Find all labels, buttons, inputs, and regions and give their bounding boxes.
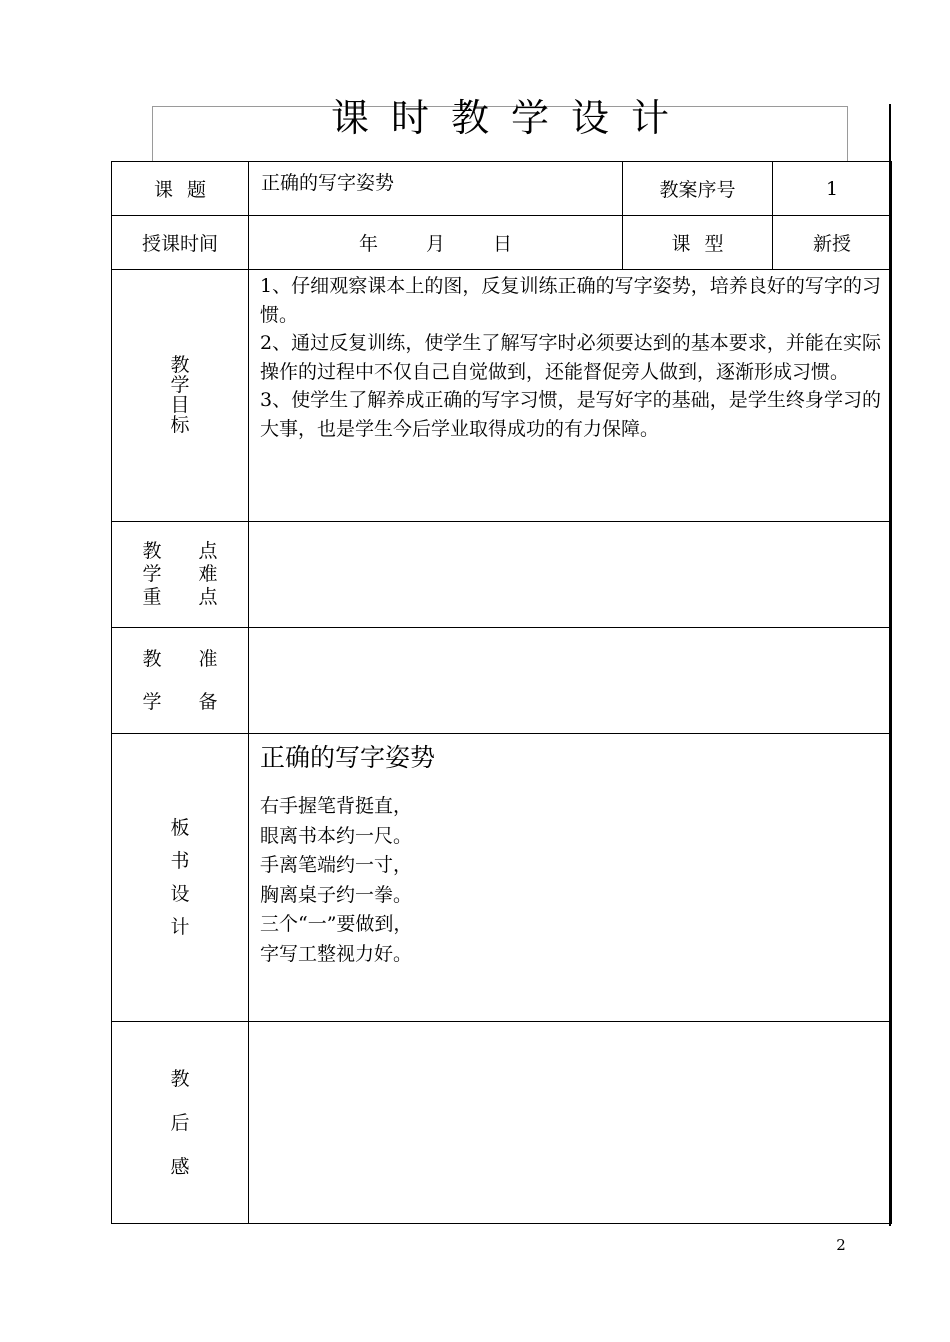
row-key-points: [112, 522, 892, 628]
prep-label-right: 备: [198, 690, 218, 713]
plan-number-value: 1: [773, 162, 892, 216]
page-title: 课时教学设计: [330, 96, 691, 140]
board-label-char: 设: [170, 882, 190, 905]
reflection-label-char: 后: [170, 1111, 190, 1134]
board-line: 手离笔端约一寸，: [260, 854, 413, 876]
key-label-right: 难: [198, 563, 218, 585]
board-line: 三个“一”要做到，: [260, 913, 413, 935]
goal-item: 2、通过反复训练，使学生了解写字时必须要达到的基本要求，并能在实际操作的过程中不仅自己自觉做到，还能督促旁人做到，逐渐形成习惯。: [260, 332, 881, 383]
topic-value: 正确的写字姿势: [249, 162, 623, 216]
key-label-left: 重: [142, 586, 162, 608]
board-title: 正确的写字姿势: [260, 743, 436, 772]
board-line: 眼离书本约一尺。: [260, 824, 413, 847]
key-label-right: 点: [198, 540, 218, 562]
date-month: 月: [425, 233, 445, 255]
reflection-label-char: 感: [170, 1155, 190, 1178]
goals-label-char: 教: [170, 354, 190, 376]
key-points-content: [249, 522, 892, 628]
preparation-label: [112, 628, 249, 734]
reflection-content: [249, 1022, 892, 1224]
key-label-left: 教: [142, 540, 162, 562]
type-value: 新授: [773, 216, 892, 270]
row-time: [112, 216, 892, 270]
key-points-label: [112, 522, 249, 628]
date-day: 日: [493, 233, 513, 255]
key-label-left: 学: [142, 563, 162, 585]
board-label-char: 计: [170, 915, 190, 938]
prep-label-right: 准: [198, 647, 218, 670]
board-content: [249, 734, 892, 1022]
page-number: 2: [836, 1236, 846, 1254]
row-topic: [112, 162, 892, 216]
board-label-char: 板: [170, 816, 190, 839]
goals-label: [112, 270, 249, 522]
time-label: 授课时间: [112, 216, 249, 270]
key-label-right: 点: [198, 586, 218, 608]
reflection-label: [112, 1022, 249, 1224]
board-line: 字写工整视力好。: [260, 942, 413, 965]
goals-label-char: 目: [170, 394, 190, 416]
row-goals: [112, 270, 892, 522]
topic-label: 课题: [112, 162, 249, 216]
goal-item: 3、使学生了解养成正确的写字习惯，是写好字的基础，是学生终身学习的大事，也是学生今后学业取得成功的有力保障。: [260, 389, 881, 440]
goals-label-char: 学: [170, 374, 190, 396]
type-label: 课型: [623, 216, 773, 270]
row-board: [112, 734, 892, 1022]
board-line: 胸离桌子约一拳。: [260, 883, 413, 906]
goals-label-char: 标: [170, 414, 190, 436]
goal-item: 1、仔细观察课本上的图，反复训练正确的写字姿势，培养良好的写字的习惯。: [260, 275, 881, 326]
plan-number-label: 教案序号: [623, 162, 773, 216]
board-label: [112, 734, 249, 1022]
board-label-char: 书: [170, 849, 190, 872]
date-year: 年: [358, 233, 378, 255]
row-preparation: [112, 628, 892, 734]
row-reflection: [112, 1022, 892, 1224]
prep-label-left: 学: [142, 690, 162, 713]
board-line: 右手握笔背挺直，: [260, 795, 413, 817]
goals-content: [249, 270, 892, 522]
reflection-label-char: 教: [170, 1067, 190, 1090]
prep-label-left: 教: [142, 647, 162, 670]
date-cell: [249, 216, 623, 270]
preparation-content: [249, 628, 892, 734]
lesson-plan-table: [111, 161, 892, 1224]
